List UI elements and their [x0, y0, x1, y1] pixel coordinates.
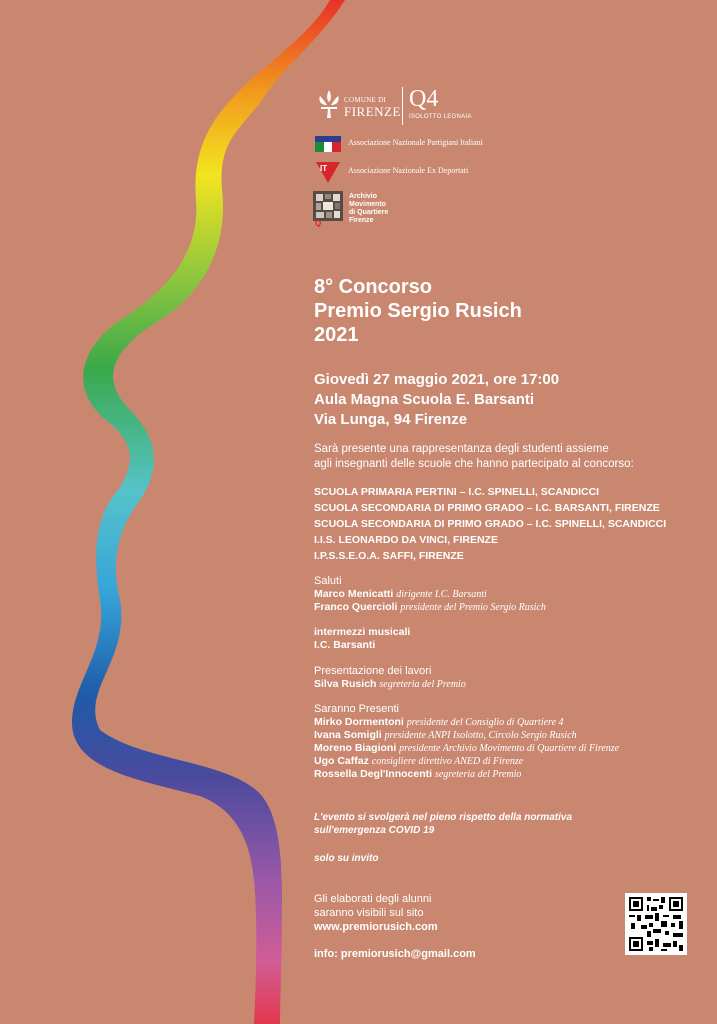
person-role: consigliere direttivo ANED di Firenze — [371, 756, 524, 767]
florence-lily-logo — [316, 88, 342, 120]
aned-label: Associazione Nazionale Ex Deportati — [348, 166, 469, 175]
q4-subtitle: ISOLOTTO LEGNAIA — [409, 114, 472, 120]
person-row — [314, 768, 619, 781]
person-row — [314, 678, 466, 691]
svg-text:Q: Q — [315, 219, 322, 227]
event-venue: Aula Magna Scuola E. Barsanti — [314, 391, 535, 408]
logo-divider — [402, 87, 403, 125]
q4-logo: Q4 — [409, 86, 439, 112]
person-role: segreteria del Premio — [434, 769, 522, 780]
person-role: presidente Archivio Movimento di Quartiere di Firenze — [399, 743, 620, 754]
person-name: Silva Rusich — [314, 678, 377, 690]
aned-triangle-logo — [315, 160, 341, 184]
site-line: saranno visibili sul sito — [314, 907, 424, 919]
person-row — [314, 601, 546, 614]
title-line: 2021 — [314, 324, 359, 346]
intro-line: Sarà presente una rappresentanza degli studenti assieme — [314, 443, 609, 455]
person-name: Franco Quercioli — [314, 601, 398, 613]
presenti-heading: Saranno Presenti — [314, 703, 399, 715]
music-line: I.C. Barsanti — [314, 639, 376, 651]
anpi-logo — [315, 136, 341, 152]
amq-line: di Quartiere — [349, 209, 389, 216]
person-name: Ivana Somigli — [314, 729, 382, 741]
person-name: Marco Menicatti — [314, 588, 394, 600]
covid-notice — [314, 811, 572, 837]
presentazione-heading: Presentazione dei lavori — [314, 665, 432, 677]
contact-email[interactable]: info: premiorusich@gmail.com — [314, 948, 476, 960]
archivio-movimento-logo — [313, 191, 343, 227]
person-row — [314, 755, 619, 768]
person-role: presidente del Consiglio di Quartiere 4 — [406, 717, 564, 728]
person-role: presidente del Premio Sergio Rusich — [400, 602, 546, 613]
person-role: segreteria del Premio — [379, 679, 466, 690]
person-role: dirigente I.C. Barsanti — [396, 589, 487, 600]
saluti-section — [314, 575, 546, 614]
title-line: Premio Sergio Rusich — [314, 300, 522, 322]
school-item: I.P.S.S.E.O.A. SAFFI, FIRENZE — [314, 550, 464, 562]
person-row — [314, 742, 619, 755]
person-role: presidente ANPI Isolotto, Circolo Sergio Rusich — [384, 730, 577, 741]
music-line: intermezzi musicali — [314, 626, 411, 638]
qr-code[interactable] — [625, 893, 687, 955]
invite-only-note: solo su invito — [314, 853, 379, 864]
event-address: Via Lunga, 94 Firenze — [314, 411, 468, 428]
school-item: SCUOLA SECONDARIA DI PRIMO GRADO – I.C. SPINELLI, SCANDICCI — [314, 518, 667, 530]
person-row — [314, 588, 546, 601]
amq-line: Movimento — [349, 201, 386, 208]
site-line: Gli elaborati degli alunni — [314, 893, 432, 905]
website-info — [314, 892, 438, 934]
archivio-movimento-label — [349, 193, 388, 225]
person-row — [314, 729, 619, 742]
title-line: 8° Concorso — [314, 276, 433, 298]
school-item: SCUOLA SECONDARIA DI PRIMO GRADO – I.C. BARSANTI, FIRENZE — [314, 502, 660, 514]
comune-firenze-logo — [344, 96, 401, 118]
person-name: Rossella Degl'Innocenti — [314, 768, 433, 780]
intro-text — [314, 442, 634, 472]
person-name: Mirko Dormentoni — [314, 716, 404, 728]
amq-line: Firenze — [349, 217, 374, 224]
event-title — [314, 275, 522, 347]
presenti-section — [314, 703, 619, 781]
firenze-label: FIRENZE — [344, 104, 401, 119]
event-details — [314, 370, 559, 430]
person-name: Ugo Caffaz — [314, 755, 369, 767]
event-date: Giovedì 27 maggio 2021, ore 17:00 — [314, 371, 560, 388]
schools-list — [314, 484, 666, 564]
school-item: I.I.S. LEONARDO DA VINCI, FIRENZE — [314, 534, 498, 546]
comune-di-label: COMUNE DI — [344, 96, 387, 104]
intro-line: agli insegnanti delle scuole che hanno partecipato al concorso: — [314, 458, 634, 470]
person-row — [314, 716, 619, 729]
presentazione-section — [314, 665, 466, 691]
svg-text:IT: IT — [320, 164, 328, 173]
person-name: Moreno Biagioni — [314, 742, 397, 754]
anpi-label: Associazione Nazionale Partigiani Italiani — [348, 138, 483, 147]
website-link[interactable]: www.premiorusich.com — [314, 921, 438, 933]
music-section — [314, 626, 410, 652]
notice-line: L'evento si svolgerà nel pieno rispetto della normativa — [314, 812, 573, 823]
school-item: SCUOLA PRIMARIA PERTINI – I.C. SPINELLI, SCANDICCI — [314, 486, 600, 498]
notice-line: sull'emergenza COVID 19 — [314, 825, 435, 836]
saluti-heading: Saluti — [314, 575, 342, 587]
amq-line: Archivio — [349, 193, 378, 200]
